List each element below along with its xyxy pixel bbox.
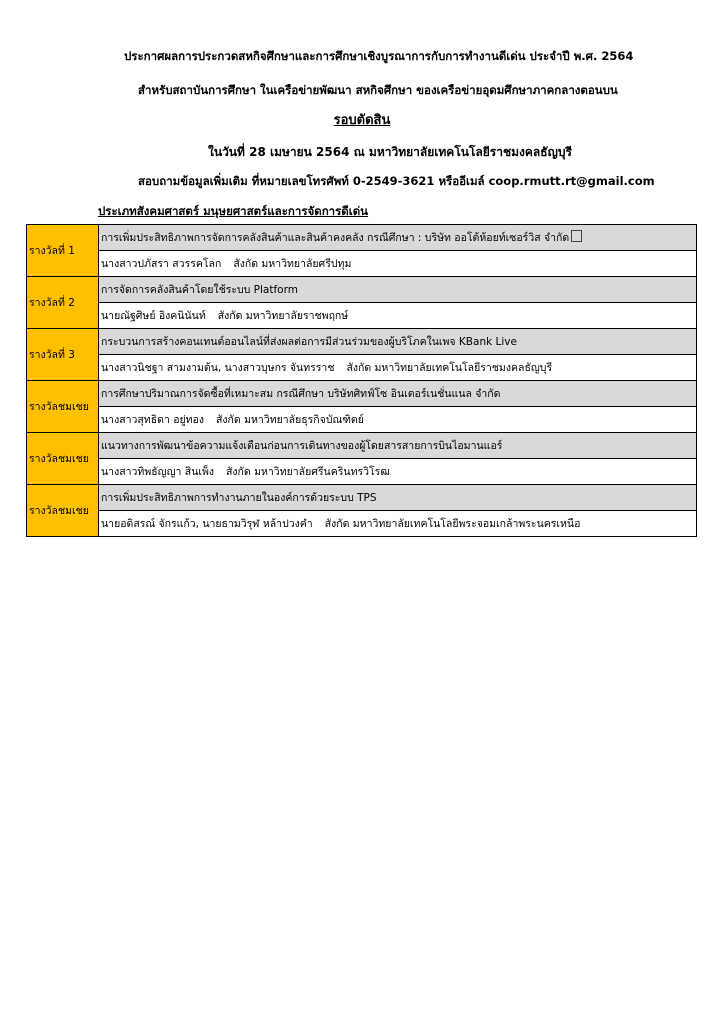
table-row [27, 355, 697, 381]
project-topic: การเพิ่มประสิทธิภาพการทำงานภายในองค์การด้วยระบบ TPS [99, 485, 697, 511]
table-row [27, 329, 697, 355]
award-label: รางวัลชมเชย [27, 485, 99, 537]
award-label: รางวัลที่ 2 [27, 277, 99, 329]
award-label: รางวัลชมเชย [27, 433, 99, 485]
award-label: รางวัลที่ 1 [27, 225, 99, 277]
checkbox-icon [571, 230, 582, 242]
affiliation: สังกัด มหาวิทยาลัยธุรกิจบัณฑิตย์ [216, 414, 364, 426]
student-names: นางสาวนิชฐา สามงามต้น, นางสาวบุษกร จันทรราช สังกัด มหาวิทยาลัยเทคโนโลยีราชมงคลธัญบุรี [99, 355, 697, 381]
affiliation: สังกัด มหาวิทยาลัยเทคโนโลยีราชมงคลธัญบุรี [346, 362, 553, 374]
student-names: นางสาวทิพธัญญา สินเพ็ง สังกัด มหาวิทยาลัยศรีนครินทรวิโรฒ [99, 459, 697, 485]
affiliation: สังกัด มหาวิทยาลัยศรีปทุม [233, 258, 352, 270]
student-names: นายณัฐศิษย์ อิงคนินันท์ สังกัด มหาวิทยาลัยราชพฤกษ์ [99, 303, 697, 329]
award-label: รางวัลที่ 3 [27, 329, 99, 381]
award-label: รางวัลชมเชย [27, 381, 99, 433]
awards-table [26, 224, 697, 537]
affiliation: สังกัด มหาวิทยาลัยราชพฤกษ์ [217, 310, 349, 322]
student-names: นางสาวสุทธิดา อยู่ทอง สังกัด มหาวิทยาลัยธุรกิจบัณฑิตย์ [99, 407, 697, 433]
affiliation: สังกัด มหาวิทยาลัยศรีนครินทรวิโรฒ [226, 466, 390, 478]
project-topic: การจัดการคลังสินค้าโดยใช้ระบบ Platform [99, 277, 697, 303]
table-row [27, 381, 697, 407]
table-row [27, 485, 697, 511]
table-row [27, 407, 697, 433]
project-topic: การเพิ่มประสิทธิภาพการจัดการคลังสินค้าและสินค้าคงคลัง กรณีศึกษา : บริษัท ออโต้ห้อยท์เซอร์วิส จำกัด [99, 225, 697, 251]
announcement-title: ประกาศผลการประกวดสหกิจศึกษาและการศึกษาเชิงบูรณาการกับการทำงานดีเด่น ประจำปี พ.ศ. 2564 [124, 49, 634, 63]
contact-info: สอบถามข้อมูลเพิ่มเติม ที่หมายเลขโทรศัพท์ 0-2549-3621 หรืออีเมล์ coop.rmutt.rt@gmail.com [138, 174, 655, 188]
date-place: ในวันที่ 28 เมษายน 2564 ณ มหาวิทยาลัยเทคโนโลยีราชมงคลธัญบุรี [208, 145, 572, 159]
table-row [27, 303, 697, 329]
round-title: รอบตัดสิน [333, 113, 391, 128]
project-topic: กระบวนการสร้างคอนเทนต์ออนไลน์ที่ส่งผลต่อการมีส่วนร่วมของผู้บริโภคในเพจ KBank Live [99, 329, 697, 355]
table-row [27, 277, 697, 303]
affiliation: สังกัด มหาวิทยาลัยเทคโนโลยีพระจอมเกล้าพระนครเหนือ [324, 518, 581, 530]
table-row [27, 225, 697, 251]
project-topic: แนวทางการพัฒนาข้อความแจ้งเตือนก่อนการเดินทางของผู้โดยสารสายการบินไอมานแอร์ [99, 433, 697, 459]
table-row [27, 459, 697, 485]
student-names: นางสาวปภัสรา สวรรคโลก สังกัด มหาวิทยาลัยศรีปทุม [99, 251, 697, 277]
announcement-subtitle: สำหรับสถาบันการศึกษา ในเครือข่ายพัฒนา สหกิจศึกษา ของเครือข่ายอุดมศึกษาภาคกลางตอนบน [138, 83, 618, 97]
project-topic: การศึกษาปริมาณการจัดซื้อที่เหมาะสม กรณีศึกษา บริษัทศิทฟ์โซ อินเตอร์เนชั่นแนล จำกัด [99, 381, 697, 407]
table-row [27, 511, 697, 537]
category-heading: ประเภทสังคมศาสตร์ มนุษยศาสตร์และการจัดการดีเด่น [98, 204, 369, 218]
table-row [27, 433, 697, 459]
table-row [27, 251, 697, 277]
student-names: นายอดิสรณ์ จักรแก้ว, นายธามวิรุฬ หล้าปวงคำ สังกัด มหาวิทยาลัยเทคโนโลยีพระจอมเกล้าพระนครเหนือ [99, 511, 697, 537]
